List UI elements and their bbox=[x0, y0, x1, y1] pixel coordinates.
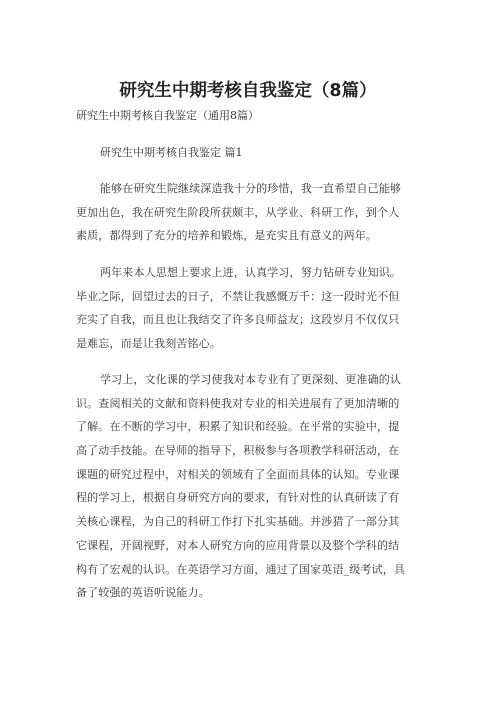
paragraph-1 bbox=[76, 177, 432, 248]
paragraph-line: 充实了自我，而且也让我结交了许多良师益友；这段岁月不仅仅只 bbox=[76, 313, 400, 327]
document-title: 研究生中期考核自我鉴定（8篇） bbox=[119, 81, 377, 101]
paragraph-line: 两年来本人思想上要求上进，认真学习，努力钻研专业知识。 bbox=[100, 266, 402, 279]
paragraph-line: 能够在研究生院继续深造我十分的珍惜，我一直希望自己能够 bbox=[100, 182, 402, 195]
document-subtitle: 研究生中期考核自我鉴定（通用8篇） bbox=[76, 109, 259, 122]
paragraph-line: 它课程，开阔视野，对本人研究方向的应用背景以及整个学科的结 bbox=[76, 538, 400, 552]
paragraph-line: 课题的研究过程中，对相关的领域有了全面而具体的认知。专业课 bbox=[76, 467, 400, 481]
paragraph-line: 关核心课程，为自己的科研工作打下扎实基础。并涉猎了一部分其 bbox=[76, 515, 400, 529]
paragraph-line: 更加出色，我在研究生阶段所获颇丰，从学业、科研工作，到个人 bbox=[76, 205, 400, 219]
paragraph-line: 备了较强的英语听说能力。 bbox=[76, 586, 210, 600]
paragraph-line: 了解。在不断的学习中，积累了知识和经验。在平常的实验中，提 bbox=[76, 420, 400, 434]
paragraph-line: 识。查阅相关的文献和资料使我对专业的相关进展有了更加清晰的 bbox=[76, 396, 400, 410]
paragraph-line: 学习上，文化课的学习使我对本专业有了更深刻、更准确的认 bbox=[100, 373, 402, 386]
paragraph-line: 是难忘，而是让我刻苦铭心。 bbox=[76, 337, 221, 351]
paragraph-line: 毕业之际，回望过去的日子，不禁让我感慨万千：这一段时光不但 bbox=[76, 289, 400, 303]
paragraph-2 bbox=[76, 261, 432, 356]
paragraph-line: 素质，都得到了充分的培养和锻炼，是充实且有意义的两年。 bbox=[76, 229, 378, 243]
paragraph-line: 程的学习上，根据自身研究方向的要求，有针对性的认真研读了有 bbox=[76, 491, 400, 505]
paragraph-3 bbox=[76, 368, 432, 605]
paragraph-line: 高了动手技能。在导师的指导下，积极参与各项教学科研活动，在 bbox=[76, 444, 400, 458]
section-heading: 研究生中期考核自我鉴定 篇1 bbox=[100, 146, 243, 159]
paragraph-line: 构有了宏观的认识。在英语学习方面，通过了国家英语_级考试，具 bbox=[76, 562, 405, 576]
